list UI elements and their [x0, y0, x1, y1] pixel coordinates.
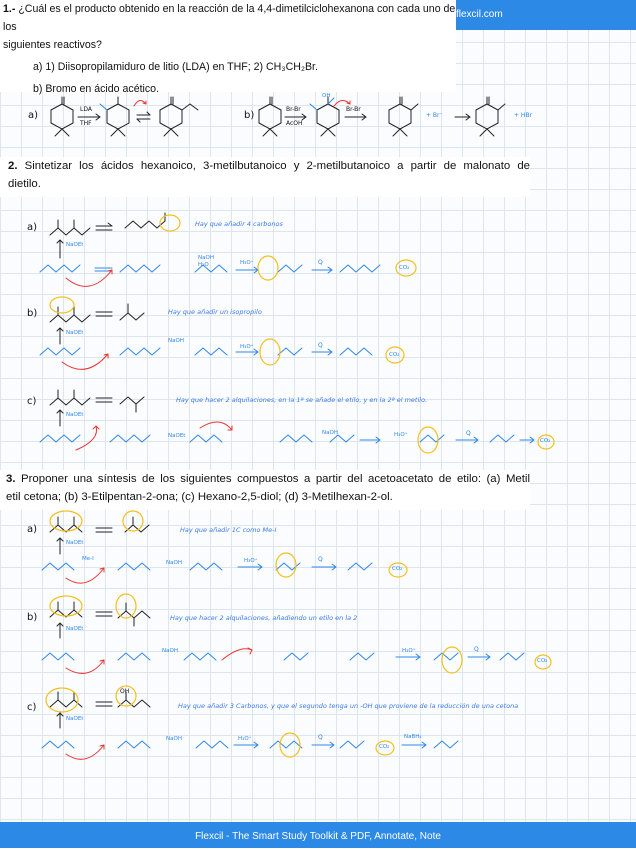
q3b-h3o: H₃O⁺ — [402, 648, 416, 654]
q2a-naoh: NaOH — [198, 255, 214, 261]
q3-note-a: Hay que añadir 1C como Me-I — [180, 526, 277, 534]
q3c-naoet: NaOEt — [66, 716, 84, 722]
q3a-main — [50, 517, 149, 554]
q2b-red — [62, 354, 108, 369]
q3a-q: Q — [318, 556, 323, 563]
q2b-sequence — [40, 348, 372, 355]
q3b-q: Q — [474, 646, 479, 653]
q2c-sequence — [40, 435, 534, 443]
q1-red-arrows — [134, 100, 350, 106]
q2b-main — [50, 304, 144, 344]
q2c-main — [50, 390, 144, 426]
q3b-naoh: NaOH — [162, 648, 178, 654]
banner-text: flexcil.com — [456, 9, 503, 20]
q2a-naoet: NaOEt — [66, 242, 84, 248]
q1-hbr: + HBr — [514, 112, 533, 119]
q3a-naoet: NaOEt — [66, 540, 84, 546]
q2b-q: Q — [318, 342, 323, 349]
q3c-q: Q — [318, 734, 323, 741]
q3-note-b: Hay que hacer 2 alquilaciones, añadiendo un etilo en la 2 — [170, 614, 358, 622]
q2a-main — [50, 213, 165, 258]
q2a-h2o: H₂O — [198, 262, 209, 268]
q3c-red — [66, 745, 104, 759]
q1-acoh: AcOH — [286, 120, 303, 127]
q2a-sequence — [40, 265, 380, 273]
q2c-q: Q — [466, 430, 471, 437]
q3a-naoh: NaOH — [166, 560, 182, 566]
q1-text-line1: ¿Cuál es el producto obtenido en la reacción de la 4,4-dimetilciclohexanona con cada uno de los — [3, 3, 456, 33]
q2b-co2: CO₂ — [389, 352, 400, 358]
q3-text-line2: etil cetona; (b) 3-Etilpentan-2-ona; (c) Hexano-2,5-diol; (d) 3-Metilhexan-2-ol. — [6, 491, 393, 503]
q3b-circles — [50, 594, 551, 673]
q1-brbr-2: Br-Br — [346, 106, 361, 113]
q3c-main — [50, 692, 150, 728]
q2a-h3o: H₃O⁺ — [240, 260, 254, 266]
q2b-naoh: NaOH — [168, 338, 184, 344]
footer-text: Flexcil - The Smart Study Toolkit & PDF, Annotate, Note — [195, 831, 441, 842]
q3a-red — [66, 568, 104, 583]
q3a-co2: CO₂ — [392, 566, 403, 572]
q2a-co2: CO₂ — [399, 265, 410, 271]
q2c-naoet: NaOEt — [168, 433, 186, 439]
q3c-co2: CO₂ — [379, 744, 390, 750]
q2c-naoet-main: NaOEt — [66, 412, 84, 418]
q2-note-b: Hay que añadir un isopropilo — [168, 308, 262, 316]
q1-number: 1.- — [3, 3, 16, 15]
q2-a-label: a) — [27, 222, 38, 233]
q3-number: 3. — [6, 473, 16, 485]
q1-a-label: a) — [28, 110, 39, 121]
q2c-red — [76, 422, 232, 450]
q1-br-ion: + Br⁻ — [426, 112, 443, 119]
q3-a-label: a) — [27, 524, 38, 535]
q3-text-line1: Proponer una síntesis de los siguientes compuestos a partir del acetoacetato de etilo: (a) Metil — [21, 473, 530, 485]
q3b-sequence — [42, 653, 524, 660]
q2a-red — [66, 270, 112, 286]
q1-option-a: a) 1) Diisopropilamiduro de litio (LDA) en THF; 2) CH₃CH₂Br. — [33, 61, 318, 73]
q3a-h3o: H₃O⁺ — [244, 558, 258, 564]
q2-text-line2: dietilo. — [8, 178, 41, 190]
q2-number: 2. — [8, 160, 18, 172]
q2-text-line1: Sintetizar los ácidos hexanoico, 3-metilbutanoico y 2-metilbutanoico a partir de malonato de — [24, 160, 530, 172]
q2c-naoh: NaOH — [322, 430, 338, 436]
q2a-q: Q — [318, 259, 323, 266]
q3b-main — [50, 602, 150, 638]
q3b-red — [66, 648, 252, 673]
q1-brbr: Br-Br — [286, 106, 301, 113]
q2c-co2: CO₂ — [540, 438, 551, 444]
q1-b-label: b) — [244, 110, 255, 121]
q3-c-label: c) — [27, 702, 37, 713]
flexcil-footer[interactable] — [0, 822, 636, 848]
q2b-naoet: NaOEt — [66, 330, 84, 336]
q3a-circles — [50, 511, 407, 577]
q2b-h3o: H₃O⁺ — [240, 344, 254, 350]
q3-b-label: b) — [27, 612, 38, 623]
q1-option-b: b) Bromo en ácido acético. — [33, 83, 160, 95]
q1-thf: THF — [80, 120, 92, 127]
q2-note-c: Hay que hacer 2 alquilaciones, en la 1ª se añade el etilo, y en la 2ª el metilo. — [176, 396, 428, 404]
q1-lda: LDA — [80, 106, 92, 113]
q2-note-a: Hay que añadir 4 carbonos — [195, 220, 283, 228]
q2-b-label: b) — [27, 308, 38, 319]
q3c-naoh: NaOH — [166, 736, 182, 742]
q2c-h3o: H₃O⁺ — [394, 432, 408, 438]
q3c-h3o: H₃O⁺ — [238, 736, 252, 742]
q3a-mei: Me-I — [82, 556, 94, 562]
q3c-nabh4: NaBH₄ — [404, 734, 422, 740]
q3a-sequence — [42, 563, 372, 570]
q3-note-c: Hay que añadir 3 Carbonos, y que el segundo tenga un -OH que proviene de la reducción de una cetona — [178, 702, 519, 710]
q1-text-line2: siguientes reactivos? — [3, 39, 102, 51]
q2-c-label: c) — [27, 396, 37, 407]
q3b-naoet: NaOEt — [66, 626, 84, 632]
q3c-oh: OH — [120, 688, 130, 695]
q3b-co2: CO₂ — [537, 658, 548, 664]
q1-enol-oh: OH — [322, 93, 331, 99]
